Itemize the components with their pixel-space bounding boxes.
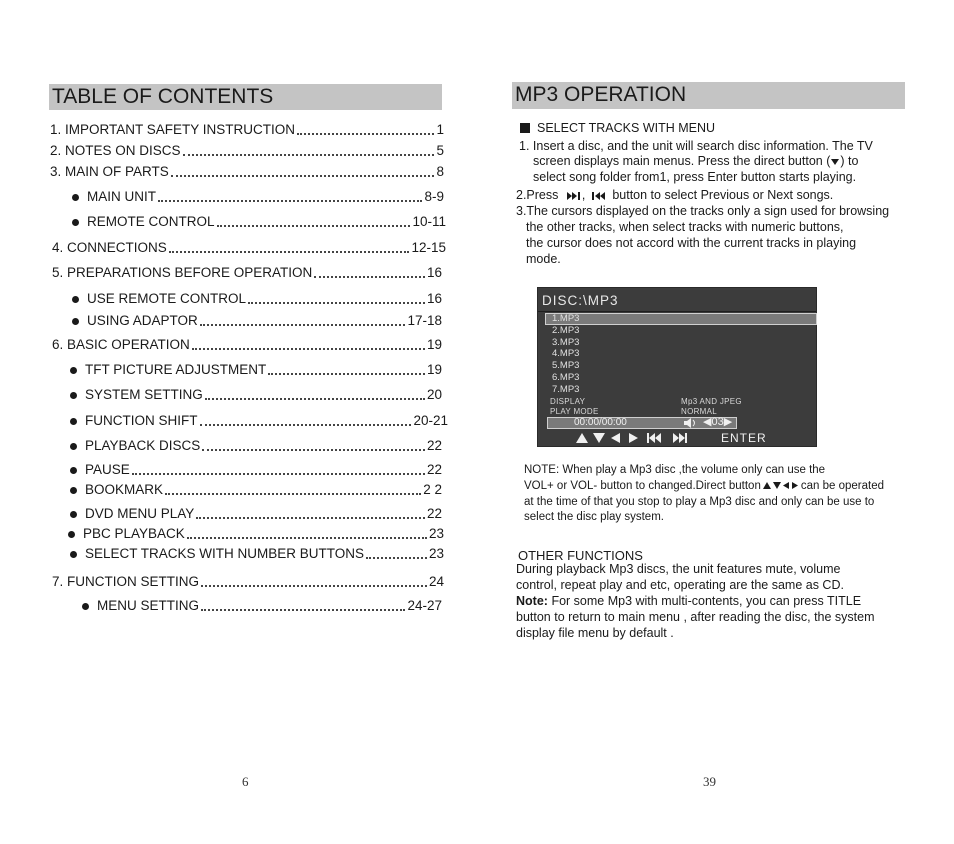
page-number-right: 39 bbox=[703, 774, 716, 789]
volume-value: 03 bbox=[711, 416, 724, 428]
toc-entry bbox=[70, 413, 448, 429]
toc-leader-dots bbox=[169, 251, 410, 253]
display-label: DISPLAY bbox=[550, 397, 586, 406]
toc-leader-dots bbox=[205, 398, 425, 400]
bullet-icon bbox=[68, 531, 75, 538]
bullet-icon bbox=[70, 511, 77, 518]
other-line5: display file menu by default . bbox=[516, 626, 674, 640]
toc-entry bbox=[52, 574, 444, 590]
volume-readout bbox=[703, 416, 732, 428]
bullet-icon bbox=[70, 487, 77, 494]
toc-entry bbox=[68, 526, 444, 542]
toc-leader-dots bbox=[183, 154, 435, 156]
step1-line2-text-a: screen displays main menus. Press the direct button ( bbox=[533, 154, 831, 168]
toc-entry bbox=[50, 164, 444, 180]
toc-entry-label: 3. MAIN OF PARTS bbox=[50, 164, 169, 179]
toc-entry-page: 24-27 bbox=[407, 598, 442, 613]
bullet-icon bbox=[70, 392, 77, 399]
toc-entry-label: 1. IMPORTANT SAFETY INSTRUCTION bbox=[50, 122, 296, 137]
toc-entry-label: SELECT TRACKS WITH NUMBER BUTTONS bbox=[85, 546, 365, 561]
track-item: 5.MP3 bbox=[552, 360, 580, 372]
toc-entry bbox=[72, 313, 442, 329]
toc-entry-label: SYSTEM SETTING bbox=[85, 387, 203, 402]
volume-up-icon: ▶ bbox=[723, 416, 733, 428]
track-item: 1.MP3 bbox=[552, 313, 580, 324]
toc-entry bbox=[52, 337, 442, 353]
next-track-screen-icon bbox=[672, 432, 688, 444]
toc-entry-page: 10-11 bbox=[412, 214, 446, 229]
other-line2: control, repeat play and etc, operating are the same as CD. bbox=[516, 578, 844, 592]
other-line1: During playback Mp3 discs, the unit features mute, volume bbox=[516, 562, 841, 576]
down-arrow-screen-icon bbox=[591, 432, 607, 444]
toc-entry bbox=[50, 122, 444, 138]
bullet-icon bbox=[82, 603, 89, 610]
square-bullet-icon bbox=[520, 123, 530, 133]
track-item: 3.MP3 bbox=[552, 336, 580, 348]
display-value: Mp3 AND JPEG bbox=[681, 397, 742, 406]
bullet-icon bbox=[70, 367, 77, 374]
toc-leader-dots bbox=[158, 200, 422, 202]
toc-entry-label: PBC PLAYBACK bbox=[83, 526, 185, 541]
bullet-icon bbox=[72, 219, 79, 226]
toc-entry-label: BOOKMARK bbox=[85, 482, 164, 497]
toc-entry-label: MENU SETTING bbox=[97, 598, 200, 613]
toc-entry-page: 8 bbox=[436, 164, 444, 179]
toc-entry-page: 16 bbox=[426, 265, 442, 280]
direction-arrows-icon bbox=[762, 481, 800, 490]
toc-leader-dots bbox=[314, 276, 425, 278]
enter-label: ENTER bbox=[721, 431, 767, 445]
time-readout: 00:00/00:00 bbox=[574, 417, 627, 428]
bullet-icon bbox=[72, 318, 79, 325]
toc-entry-page: 23 bbox=[428, 546, 444, 561]
toc-entry-page: 24 bbox=[428, 574, 444, 589]
note-line3: at the time of that you stop to play a Mp3 disc and only can be use to bbox=[524, 496, 875, 508]
up-arrow-icon bbox=[574, 432, 590, 444]
toc-title: TABLE OF CONTENTS bbox=[49, 84, 442, 110]
toc-entry-label: 6. BASIC OPERATION bbox=[52, 337, 190, 352]
toc-leader-dots bbox=[192, 348, 425, 350]
step3-line2: the other tracks, when select tracks with numeric buttons, bbox=[526, 220, 844, 234]
left-arrow-icon bbox=[608, 432, 624, 444]
toc-entry-page: 5 bbox=[436, 143, 444, 158]
toc-entry-page: 16 bbox=[426, 291, 442, 306]
toc-entry-label: 5. PREPARATIONS BEFORE OPERATION bbox=[52, 265, 313, 280]
bullet-icon bbox=[72, 194, 79, 201]
step2-comma: , bbox=[581, 188, 586, 202]
step3-line3: the cursor does not accord with the current tracks in playing bbox=[526, 236, 857, 250]
screen-title: DISC:\MP3 bbox=[542, 293, 619, 308]
toc-entry bbox=[70, 362, 442, 378]
toc-leader-dots bbox=[217, 225, 411, 227]
toc-entry-label: MAIN UNIT bbox=[87, 189, 156, 204]
next-track-icon bbox=[566, 192, 582, 200]
toc-leader-dots bbox=[201, 585, 427, 587]
mp3-menu-screen bbox=[537, 287, 817, 447]
toc-entry-label: PLAYBACK DISCS bbox=[85, 438, 201, 453]
toc-entry-page: 22 bbox=[426, 462, 442, 477]
track-highlight bbox=[545, 313, 817, 325]
note-line4: select the disc play system. bbox=[524, 511, 664, 523]
step1-line1: 1. Insert a disc, and the unit will search disc information. The TV bbox=[519, 139, 873, 153]
toc-entry bbox=[70, 438, 442, 454]
toc-entry bbox=[70, 546, 444, 562]
bullet-icon bbox=[70, 467, 77, 474]
step2-text-a: 2.Press bbox=[516, 188, 559, 202]
toc-leader-dots bbox=[366, 557, 427, 559]
toc-entry-page: 12-15 bbox=[411, 240, 446, 255]
toc-leader-dots bbox=[268, 373, 425, 375]
toc-entry-label: 2. NOTES ON DISCS bbox=[50, 143, 181, 158]
bullet-icon bbox=[70, 551, 77, 558]
step3-line1: 3.The cursors displayed on the tracks only a sign used for browsing bbox=[516, 204, 890, 218]
other-line3-text: For some Mp3 with multi-contents, you can press TITLE bbox=[551, 594, 862, 608]
other-functions-heading: OTHER FUNCTIONS bbox=[518, 548, 643, 563]
toc-entry bbox=[52, 240, 446, 256]
toc-entry-page: 2 2 bbox=[423, 482, 442, 497]
bullet-icon bbox=[70, 443, 77, 450]
screen-divider bbox=[538, 311, 816, 312]
toc-entry-label: USE REMOTE CONTROL bbox=[87, 291, 247, 306]
toc-entry-page: 19 bbox=[426, 362, 442, 377]
toc-entry-label: 7. FUNCTION SETTING bbox=[52, 574, 200, 589]
toc-entry-page: 8-9 bbox=[424, 189, 444, 204]
select-tracks-heading bbox=[520, 120, 715, 136]
step1-line2 bbox=[533, 153, 858, 169]
note-line2-text-b: can be operated bbox=[800, 480, 884, 492]
toc-entry-label: 4. CONNECTIONS bbox=[52, 240, 167, 255]
toc-entry bbox=[70, 482, 442, 498]
other-line4: button to return to main menu , after reading the disc, the system bbox=[516, 610, 875, 624]
toc-entry bbox=[72, 189, 444, 205]
track-item: 4.MP3 bbox=[552, 348, 580, 360]
toc-entry-page: 23 bbox=[428, 526, 444, 541]
step2-line bbox=[516, 187, 833, 203]
toc-entry bbox=[70, 462, 442, 478]
toc-entry-label: FUNCTION SHIFT bbox=[85, 413, 198, 428]
track-item: 6.MP3 bbox=[552, 372, 580, 383]
down-arrow-icon bbox=[830, 157, 840, 167]
step3-line4: mode. bbox=[526, 252, 561, 266]
note-line2 bbox=[524, 479, 884, 495]
toc-entry-label: DVD MENU PLAY bbox=[85, 506, 195, 521]
toc-entry-page: 22 bbox=[426, 438, 442, 453]
toc-entry-page: 17-18 bbox=[407, 313, 442, 328]
play-mode-value: NORMAL bbox=[681, 407, 718, 416]
toc-entry-page: 19 bbox=[426, 337, 442, 352]
step1-line3: select song folder from1, press Enter button starts playing. bbox=[533, 170, 857, 184]
toc-entry bbox=[70, 506, 442, 522]
other-note-label: Note: bbox=[516, 594, 548, 608]
toc-entry-page: 20 bbox=[426, 387, 442, 402]
bullet-icon bbox=[72, 296, 79, 303]
step1-line2-text-b: ) to bbox=[840, 154, 859, 168]
toc-leader-dots bbox=[248, 302, 425, 304]
toc-entry bbox=[82, 598, 442, 614]
toc-entry bbox=[72, 214, 446, 230]
toc-entry bbox=[50, 143, 444, 159]
toc-leader-dots bbox=[196, 517, 425, 519]
toc-leader-dots bbox=[171, 175, 435, 177]
note-line1: NOTE: When play a Mp3 disc ,the volume only can use the bbox=[524, 464, 826, 476]
toc-entry-page: 20-21 bbox=[413, 413, 448, 428]
toc-entry bbox=[52, 265, 442, 281]
toc-entry-page: 1 bbox=[436, 122, 444, 137]
toc-entry-page: 22 bbox=[426, 506, 442, 521]
toc-leader-dots bbox=[200, 324, 406, 326]
track-item: 2.MP3 bbox=[552, 324, 580, 336]
toc-leader-dots bbox=[165, 493, 421, 495]
previous-track-screen-icon bbox=[646, 432, 662, 444]
step2-text-c: button to select Previous or Next songs. bbox=[612, 188, 834, 202]
toc-entry-label: USING ADAPTOR bbox=[87, 313, 198, 328]
toc-leader-dots bbox=[132, 473, 425, 475]
other-line3 bbox=[516, 593, 861, 609]
toc-leader-dots bbox=[201, 609, 405, 611]
volume-down-icon: ◀ bbox=[703, 416, 712, 428]
page-number-left: 6 bbox=[242, 774, 249, 789]
note-line2-text-a: VOL+ or VOL- button to changed.Direct button bbox=[524, 480, 761, 492]
speaker-icon bbox=[684, 418, 698, 428]
play-mode-label: PLAY MODE bbox=[550, 407, 599, 416]
bullet-icon bbox=[70, 418, 77, 425]
previous-track-icon bbox=[591, 192, 607, 200]
toc-leader-dots bbox=[202, 449, 425, 451]
toc-leader-dots bbox=[297, 133, 434, 135]
select-tracks-heading-text: SELECT TRACKS WITH MENU bbox=[537, 121, 716, 135]
toc-entry bbox=[72, 291, 442, 307]
toc-entry-label: PAUSE bbox=[85, 462, 130, 477]
track-item: 7.MP3 bbox=[552, 383, 580, 395]
toc-leader-dots bbox=[200, 424, 412, 426]
mp3-operation-title: MP3 OPERATION bbox=[512, 82, 905, 109]
toc-leader-dots bbox=[187, 537, 427, 539]
right-arrow-icon bbox=[625, 432, 641, 444]
toc-entry bbox=[70, 387, 442, 403]
toc-entry-label: REMOTE CONTROL bbox=[87, 214, 215, 229]
toc-entry-label: TFT PICTURE ADJUSTMENT bbox=[85, 362, 267, 377]
